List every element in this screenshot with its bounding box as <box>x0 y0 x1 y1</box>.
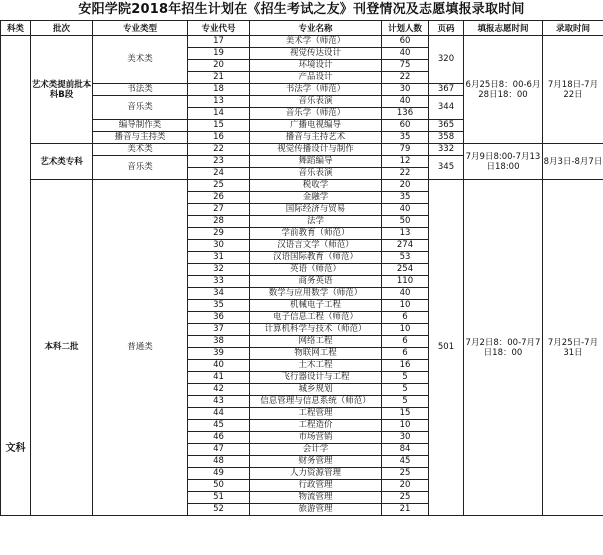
code-cell: 26 <box>188 192 250 204</box>
count-cell: 6 <box>382 348 429 360</box>
type-cell: 美术类 <box>93 36 188 84</box>
count-cell: 5 <box>382 384 429 396</box>
name-cell: 播音与主持艺术 <box>250 132 382 144</box>
code-cell: 31 <box>188 252 250 264</box>
name-cell: 音乐表演 <box>250 168 382 180</box>
code-cell: 13 <box>188 96 250 108</box>
code-cell: 52 <box>188 504 250 516</box>
count-cell: 40 <box>382 204 429 216</box>
name-cell: 音乐学（师范） <box>250 108 382 120</box>
count-cell: 22 <box>382 168 429 180</box>
header-pici: 批次 <box>31 21 93 36</box>
pici-cell: 艺术类提前批本科B段 <box>31 36 93 144</box>
type-cell: 编导制作类 <box>93 120 188 132</box>
name-cell: 飞行器设计与工程 <box>250 372 382 384</box>
page-cell: 345 <box>429 156 464 180</box>
page-title: 安阳学院2018年招生计划在《招生考试之友》刊登情况及志愿填报录取时间 <box>78 2 525 17</box>
page-cell: 358 <box>429 132 464 144</box>
name-cell: 英语（师范） <box>250 264 382 276</box>
code-cell: 17 <box>188 36 250 48</box>
count-cell: 136 <box>382 108 429 120</box>
pici-cell: 艺术类专科 <box>31 144 93 180</box>
count-cell: 254 <box>382 264 429 276</box>
count-cell: 13 <box>382 228 429 240</box>
type-cell: 美术类 <box>93 144 188 156</box>
header-zyleixing: 专业类型 <box>93 21 188 36</box>
count-cell: 5 <box>382 396 429 408</box>
table-row <box>1 36 603 48</box>
count-cell: 35 <box>382 132 429 144</box>
name-cell: 人力资源管理 <box>250 468 382 480</box>
page-cell: 344 <box>429 96 464 120</box>
name-cell: 书法学（师范） <box>250 84 382 96</box>
count-cell: 60 <box>382 36 429 48</box>
code-cell: 47 <box>188 444 250 456</box>
code-cell: 19 <box>188 48 250 60</box>
count-cell: 50 <box>382 216 429 228</box>
tianbao-cell: 6月25日8：00-6月28日18：00 <box>464 36 543 144</box>
code-cell: 28 <box>188 216 250 228</box>
code-cell: 44 <box>188 408 250 420</box>
code-cell: 23 <box>188 156 250 168</box>
count-cell: 10 <box>382 324 429 336</box>
name-cell: 物流管理 <box>250 492 382 504</box>
code-cell: 40 <box>188 360 250 372</box>
code-cell: 30 <box>188 240 250 252</box>
code-cell: 21 <box>188 72 250 84</box>
page-cell: 320 <box>429 36 464 84</box>
count-cell: 15 <box>382 408 429 420</box>
name-cell: 数学与应用数学（师范） <box>250 288 382 300</box>
code-cell: 35 <box>188 300 250 312</box>
header-jihua: 计划人数 <box>382 21 429 36</box>
count-cell: 21 <box>382 504 429 516</box>
name-cell: 网络工程 <box>250 336 382 348</box>
name-cell: 市场营销 <box>250 432 382 444</box>
name-cell: 美术学（师范） <box>250 36 382 48</box>
code-cell: 29 <box>188 228 250 240</box>
count-cell: 10 <box>382 300 429 312</box>
header-kelei: 科类 <box>1 21 31 36</box>
code-cell: 42 <box>188 384 250 396</box>
name-cell: 物联网工程 <box>250 348 382 360</box>
count-cell: 5 <box>382 372 429 384</box>
name-cell: 音乐表演 <box>250 96 382 108</box>
name-cell: 汉语言文学（师范） <box>250 240 382 252</box>
header-zymingcheng: 专业名称 <box>250 21 382 36</box>
name-cell: 学前教育（师范） <box>250 228 382 240</box>
count-cell: 35 <box>382 192 429 204</box>
name-cell: 土木工程 <box>250 360 382 372</box>
name-cell: 环境设计 <box>250 60 382 72</box>
code-cell: 41 <box>188 372 250 384</box>
page-cell: 501 <box>429 180 464 516</box>
count-cell: 53 <box>382 252 429 264</box>
name-cell: 机械电子工程 <box>250 300 382 312</box>
name-cell: 工程造价 <box>250 420 382 432</box>
code-cell: 27 <box>188 204 250 216</box>
count-cell: 20 <box>382 480 429 492</box>
enrollment-table <box>0 20 603 516</box>
code-cell: 43 <box>188 396 250 408</box>
code-cell: 32 <box>188 264 250 276</box>
count-cell: 12 <box>382 156 429 168</box>
name-cell: 视觉传播设计与制作 <box>250 144 382 156</box>
header-zydaima: 专业代号 <box>188 21 250 36</box>
name-cell: 会计学 <box>250 444 382 456</box>
count-cell: 20 <box>382 180 429 192</box>
luqu-cell: 8月3日-8月7日 <box>543 144 603 180</box>
page-cell: 367 <box>429 84 464 96</box>
page-cell: 332 <box>429 144 464 156</box>
code-cell: 49 <box>188 468 250 480</box>
header-luqu: 录取时间 <box>543 21 603 36</box>
type-cell: 播音与主持类 <box>93 132 188 144</box>
name-cell: 行政管理 <box>250 480 382 492</box>
count-cell: 110 <box>382 276 429 288</box>
name-cell: 财务管理 <box>250 456 382 468</box>
code-cell: 51 <box>188 492 250 504</box>
code-cell: 38 <box>188 336 250 348</box>
name-cell: 商务英语 <box>250 276 382 288</box>
name-cell: 旅游管理 <box>250 504 382 516</box>
count-cell: 25 <box>382 492 429 504</box>
code-cell: 36 <box>188 312 250 324</box>
header-row <box>1 21 603 36</box>
code-cell: 45 <box>188 420 250 432</box>
code-cell: 33 <box>188 276 250 288</box>
table-row <box>1 144 603 156</box>
name-cell: 舞蹈编导 <box>250 156 382 168</box>
count-cell: 75 <box>382 60 429 72</box>
count-cell: 40 <box>382 96 429 108</box>
count-cell: 22 <box>382 72 429 84</box>
name-cell: 汉语国际教育（师范） <box>250 252 382 264</box>
count-cell: 25 <box>382 468 429 480</box>
name-cell: 国际经济与贸易 <box>250 204 382 216</box>
count-cell: 30 <box>382 84 429 96</box>
count-cell: 30 <box>382 432 429 444</box>
name-cell: 税收学 <box>250 180 382 192</box>
count-cell: 60 <box>382 120 429 132</box>
luqu-cell: 7月25日-7月31日 <box>543 180 603 516</box>
header-tianbao: 填报志愿时间 <box>464 21 543 36</box>
count-cell: 6 <box>382 312 429 324</box>
count-cell: 45 <box>382 456 429 468</box>
code-cell: 16 <box>188 132 250 144</box>
name-cell: 城乡规划 <box>250 384 382 396</box>
table-row <box>1 180 603 192</box>
code-cell: 22 <box>188 144 250 156</box>
name-cell: 产品设计 <box>250 72 382 84</box>
name-cell: 金融学 <box>250 192 382 204</box>
code-cell: 39 <box>188 348 250 360</box>
name-cell: 信息管理与信息系统（师范） <box>250 396 382 408</box>
type-cell: 普通类 <box>93 180 188 516</box>
code-cell: 50 <box>188 480 250 492</box>
type-cell: 书法类 <box>93 84 188 96</box>
type-cell: 音乐类 <box>93 96 188 120</box>
code-cell: 25 <box>188 180 250 192</box>
tianbao-cell: 7月2日8：00-7月7日18：00 <box>464 180 543 516</box>
count-cell: 40 <box>382 288 429 300</box>
code-cell: 15 <box>188 120 250 132</box>
code-cell: 37 <box>188 324 250 336</box>
code-cell: 20 <box>188 60 250 72</box>
code-cell: 48 <box>188 456 250 468</box>
code-cell: 14 <box>188 108 250 120</box>
name-cell: 工程管理 <box>250 408 382 420</box>
name-cell: 计算机科学与技术（师范） <box>250 324 382 336</box>
page-cell: 365 <box>429 120 464 132</box>
pici-cell: 本科二批 <box>31 180 93 516</box>
count-cell: 10 <box>382 420 429 432</box>
count-cell: 79 <box>382 144 429 156</box>
name-cell: 视觉传达设计 <box>250 48 382 60</box>
count-cell: 6 <box>382 336 429 348</box>
count-cell: 40 <box>382 48 429 60</box>
code-cell: 34 <box>188 288 250 300</box>
tianbao-cell: 7月9日8:00-7月13日18:00 <box>464 144 543 180</box>
luqu-cell: 7月18日-7月22日 <box>543 36 603 144</box>
count-cell: 84 <box>382 444 429 456</box>
name-cell: 电子信息工程（师范） <box>250 312 382 324</box>
name-cell: 广播电视编导 <box>250 120 382 132</box>
name-cell: 法学 <box>250 216 382 228</box>
code-cell: 24 <box>188 168 250 180</box>
type-cell: 音乐类 <box>93 156 188 180</box>
code-cell: 46 <box>188 432 250 444</box>
header-yema: 页码 <box>429 21 464 36</box>
count-cell: 16 <box>382 360 429 372</box>
count-cell: 274 <box>382 240 429 252</box>
kelei-cell: 文科 <box>1 36 31 516</box>
code-cell: 18 <box>188 84 250 96</box>
